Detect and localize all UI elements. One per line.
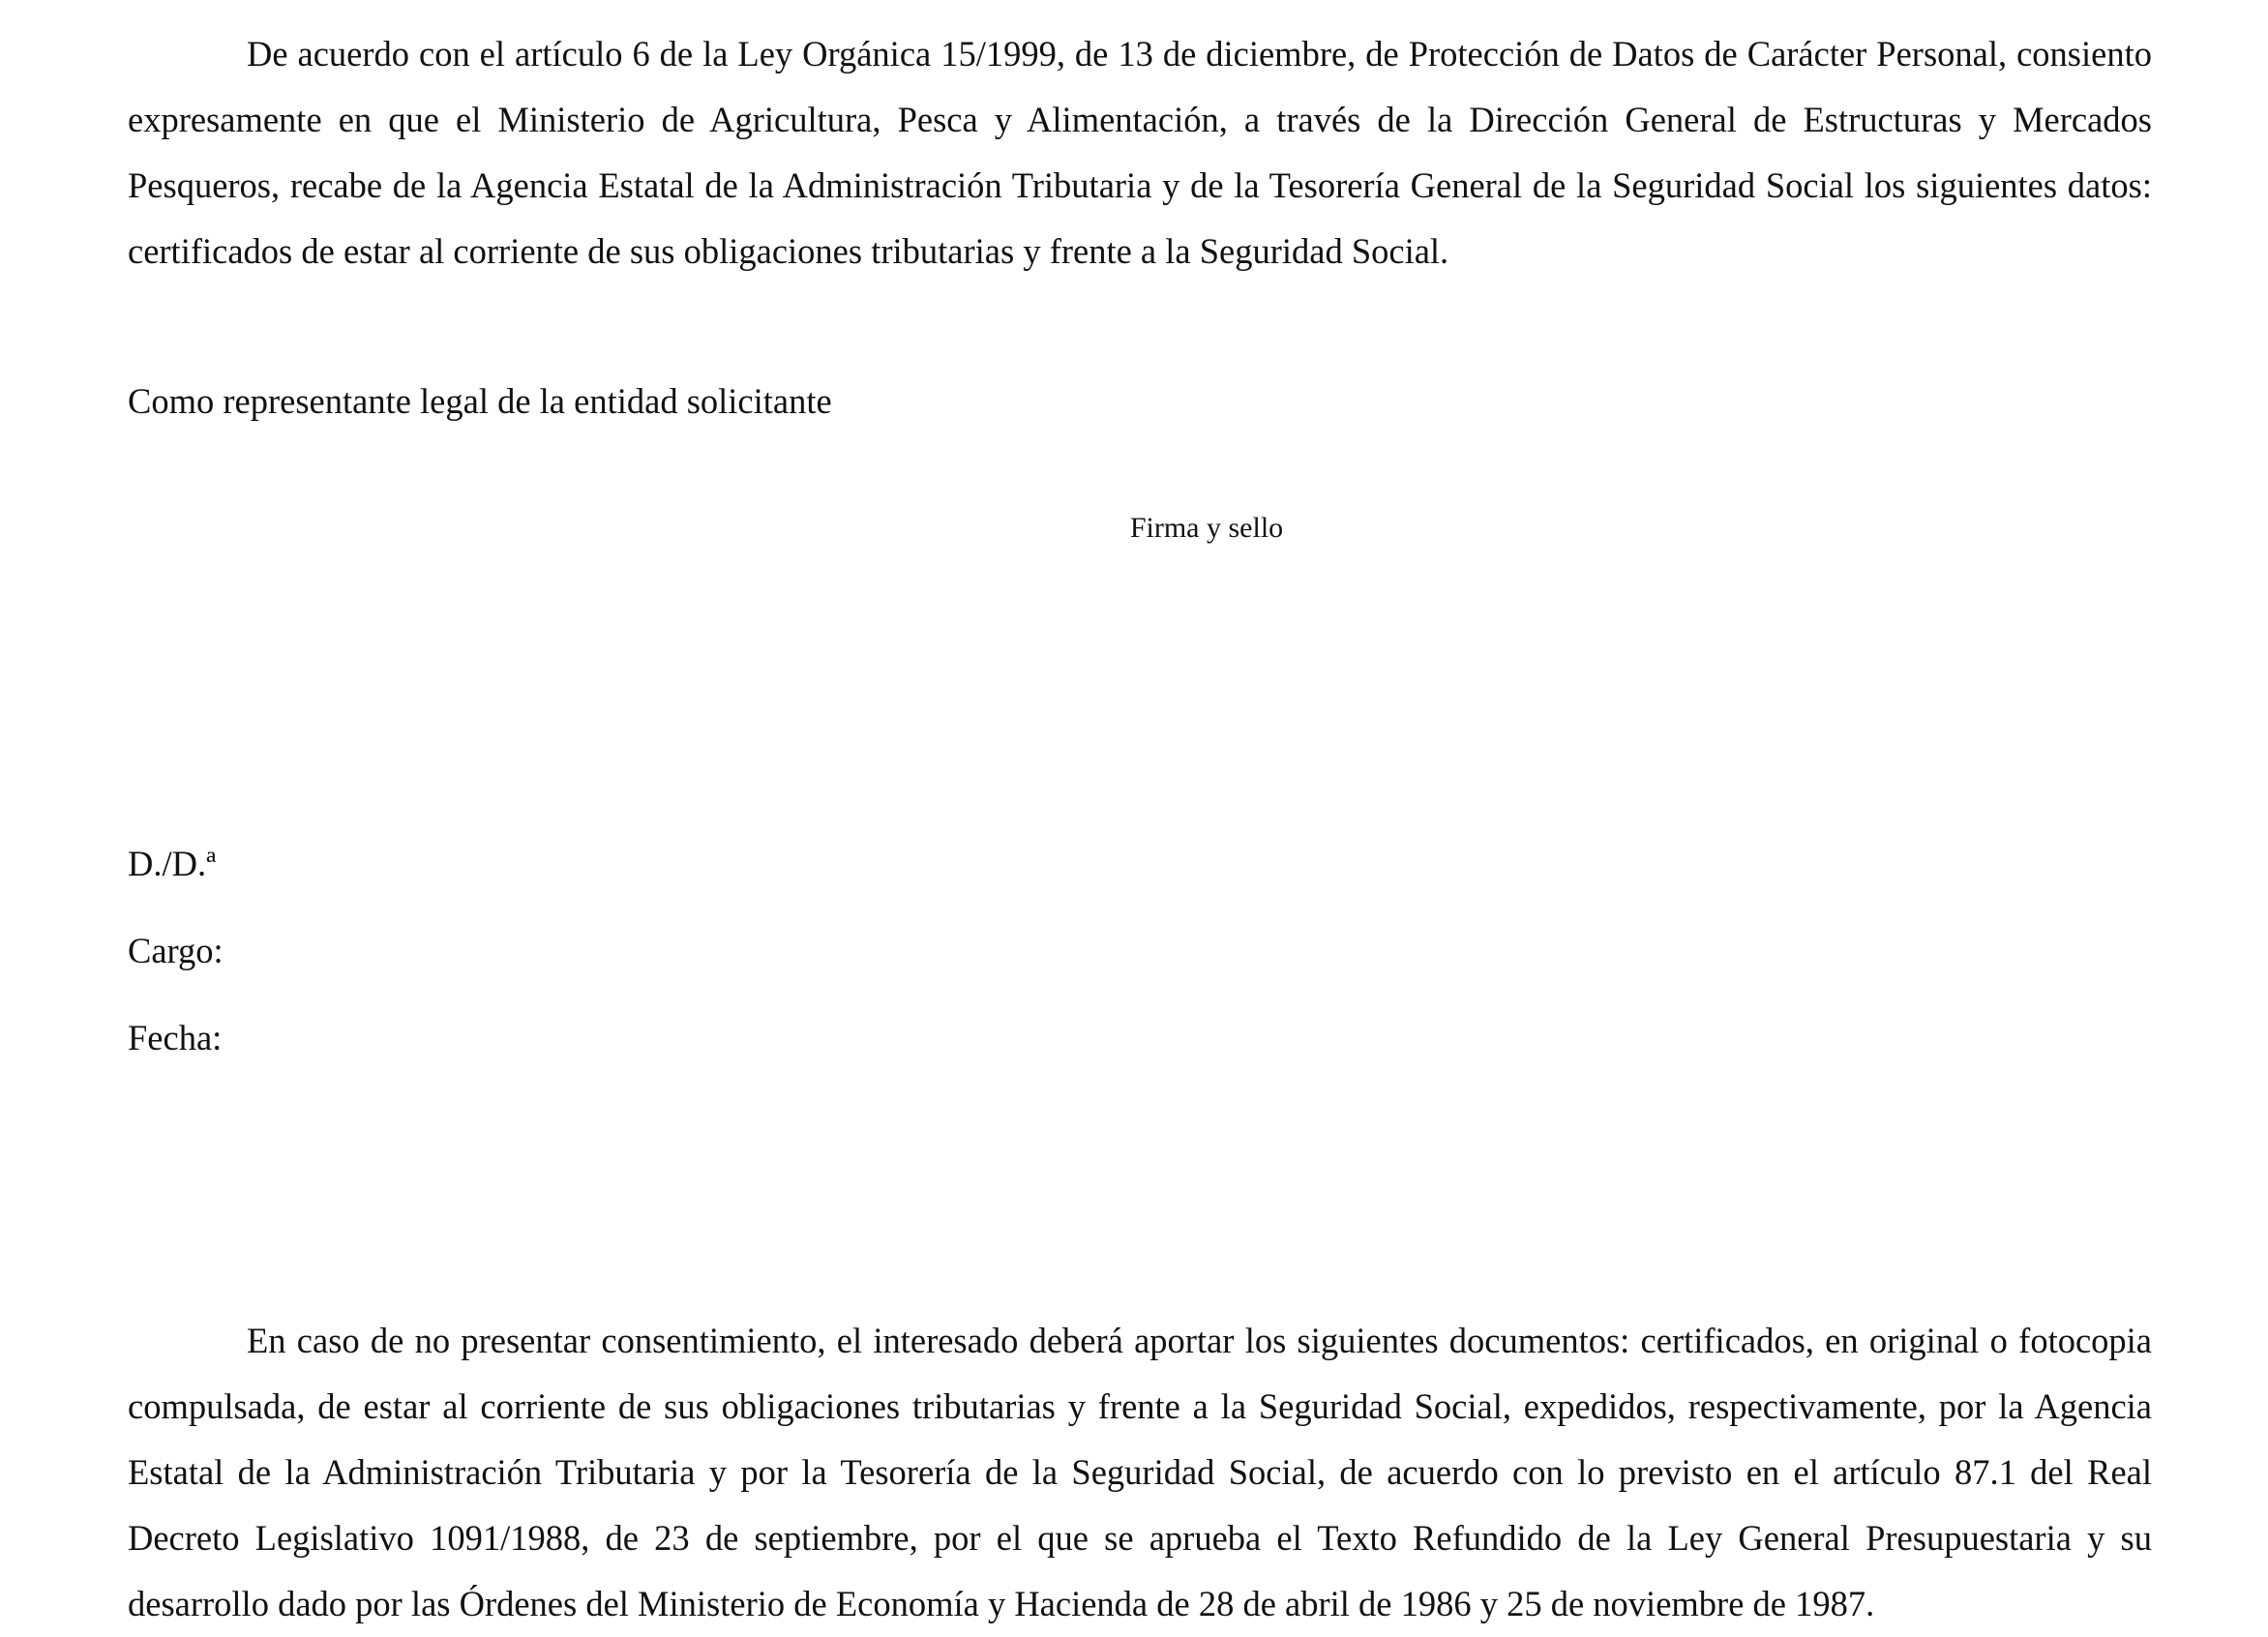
representative-name-label: D./D.ª bbox=[128, 844, 217, 883]
signature-and-seal-label: Firma y sello bbox=[1129, 512, 1284, 544]
data-consent-paragraph: De acuerdo con el artículo 6 de la Ley Orgánica 15/1999, de 13 de diciembre, de Protección de Datos de Carácter Personal, consiento expresamente en que el Ministerio de Agricultura, Pesca y Alimentación, a través de la Dirección General de Estructuras y Mercados Pesqueros, recabe de la Agencia Estatal de la Administración Tributaria y de la Tesorería General de la Seguridad Social los siguientes datos: certificados de estar al corriente de sus obligaciones tributarias y frente a la Seguridad Social. bbox=[128, 34, 2152, 271]
alternative-documents-paragraph: En caso de no presentar consentimiento, el interesado deberá aportar los siguientes documentos: certificados, en original o fotocopia compulsada, de estar al corriente de sus obligaciones tributarias y frente a la Seguridad Social, expedidos, respectivamente, por la Agencia Estatal de la Administración Tributaria y por la Tesorería de la Seguridad Social, de acuerdo con lo previsto en el artículo 87.1 del Real Decreto Legislativo 1091/1988, de 23 de septiembre, por el que se aprueba el Texto Refundido de la Ley General Presupuestaria y su desarrollo dado por las Órdenes del Ministerio de Economía y Hacienda de 28 de abril de 1986 y 25 de noviembre de 1987. bbox=[128, 1321, 2152, 1623]
representative-position-label: Cargo: bbox=[128, 931, 224, 970]
signature-and-seal-area bbox=[871, 556, 1548, 808]
legal-representative-statement: Como representante legal de la entidad solicitante bbox=[128, 381, 832, 421]
signature-date-label: Fecha: bbox=[128, 1018, 223, 1057]
